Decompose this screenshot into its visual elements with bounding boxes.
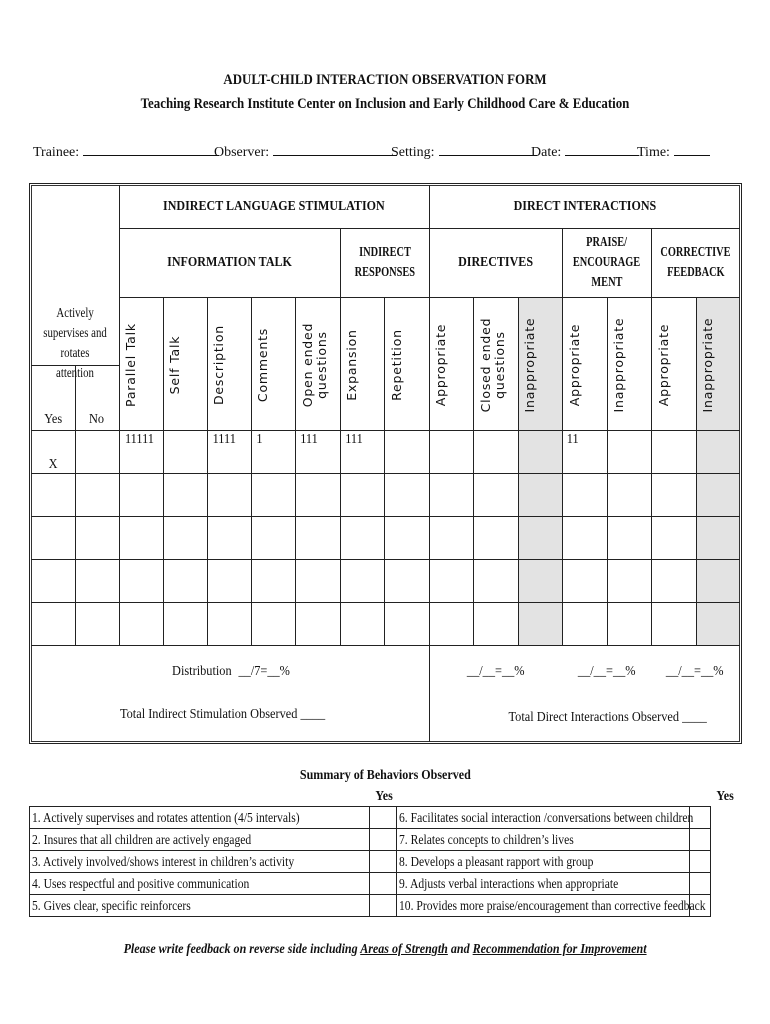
time-field[interactable]: Time: [637,141,710,161]
praise-header: PRAISE/ ENCOURAGE MENT [572,235,641,290]
summary-item-2: 2. Insures that all children are actively engaged [32,832,252,847]
summary-item-10: 10. Provides more praise/encouragement than corrective feedback [399,898,706,913]
col-comments: Comments [255,327,270,403]
col-open-ended: Open ended questions [300,322,329,408]
tally-parallel-talk[interactable]: 11111 [124,432,154,447]
footer-instructions: Please write feedback on reverse side including Areas of Strength and Recommendation for Improvement [123,942,647,957]
indirect-language-header: INDIRECT LANGUAGE STIMULATION [163,199,385,214]
summary-yes-right: Yes [716,789,734,804]
col-closed-ended: Closed ended questions [478,317,507,413]
col-parallel-talk: Parallel Talk [123,323,138,407]
summary-check-6[interactable] [690,807,711,828]
col-repetition: Repetition [389,329,404,401]
tally-open-ended[interactable]: 111 [300,432,318,447]
col-expansion: Expansion [344,329,359,401]
summary-check-1[interactable] [370,807,396,828]
summary-check-4[interactable] [370,873,396,894]
summary-check-3[interactable] [370,851,396,872]
tally-comments[interactable]: 1 [256,432,263,447]
col-description: Description [211,325,226,405]
distribution-indirect-value[interactable]: __/7=__% [238,664,290,679]
summary-item-9: 9. Adjusts verbal interactions when appropriate [399,876,619,891]
indirect-responses-header: INDIRECT RESPONSES [354,245,415,280]
summary-item-1: 1. Actively supervises and rotates attention (4/5 intervals) [32,810,300,825]
summary-check-8[interactable] [690,851,711,872]
summary-check-7[interactable] [690,829,711,850]
col-praise-inappropriate: Inappropriate [611,317,626,413]
areas-of-strength-link: Areas of Strength [360,942,448,957]
date-field[interactable]: Date: [531,141,639,161]
information-talk-header: INFORMATION TALK [167,255,292,270]
distribution-corrective-value[interactable]: __/__=__% [665,664,724,679]
summary-check-9[interactable] [690,873,711,894]
col-corrective-appropriate: Appropriate [656,323,671,407]
form-subtitle: Teaching Research Institute Center on Inclusion and Early Childhood Care & Education [140,96,630,112]
supervise-label: Actively supervises and rotates attention [43,306,107,381]
col-directives-inappropriate: Inappropriate [522,317,537,413]
summary-check-10[interactable] [690,895,711,916]
corrective-feedback-header: CORRECTIVE FEEDBACK [660,245,731,280]
col-corrective-inappropriate: Inappropriate [700,317,715,413]
trainee-field[interactable]: Trainee: [33,141,219,161]
supervise-yes-label: Yes [44,412,62,427]
direct-interactions-header: DIRECT INTERACTIONS [513,199,656,214]
directives-header: DIRECTIVES [458,255,533,270]
supervise-no-label: No [89,412,105,427]
distribution-praise-value[interactable]: __/__=__% [577,664,636,679]
summary-yes-left: Yes [375,789,393,804]
tally-description[interactable]: 1111 [212,432,236,447]
supervise-yes-mark[interactable]: X [48,457,58,472]
col-directives-appropriate: Appropriate [433,323,448,407]
total-direct-observed[interactable]: Total Direct Interactions Observed ____ [508,710,707,725]
summary-item-3: 3. Actively involved/shows interest in children’s activity [32,854,295,869]
summary-check-2[interactable] [370,829,396,850]
form-title: ADULT-CHILD INTERACTION OBSERVATION FORM [223,72,547,88]
tally-expansion[interactable]: 111 [345,432,363,447]
summary-item-7: 7. Relates concepts to children’s lives [399,832,574,847]
setting-field[interactable]: Setting: [391,141,537,161]
summary-item-5: 5. Gives clear, specific reinforcers [32,898,191,913]
col-praise-appropriate: Appropriate [567,323,582,407]
distribution-label: Distribution [172,664,232,679]
summary-check-5[interactable] [370,895,396,916]
distribution-directives-value[interactable]: __/__=__% [466,664,525,679]
total-indirect-observed[interactable]: Total Indirect Stimulation Observed ____ [119,707,326,722]
tally-praise-appropriate[interactable]: 11 [566,432,579,447]
col-self-talk: Self Talk [167,335,182,395]
summary-item-4: 4. Uses respectful and positive communication [32,876,250,891]
recommendation-link: Recommendation for Improvement [472,942,647,957]
summary-title: Summary of Behaviors Observed [299,768,471,783]
observer-field[interactable]: Observer: [214,141,397,161]
summary-item-6: 6. Facilitates social interaction /conversations between children [399,810,694,825]
summary-item-8: 8. Develops a pleasant rapport with group [399,854,594,869]
